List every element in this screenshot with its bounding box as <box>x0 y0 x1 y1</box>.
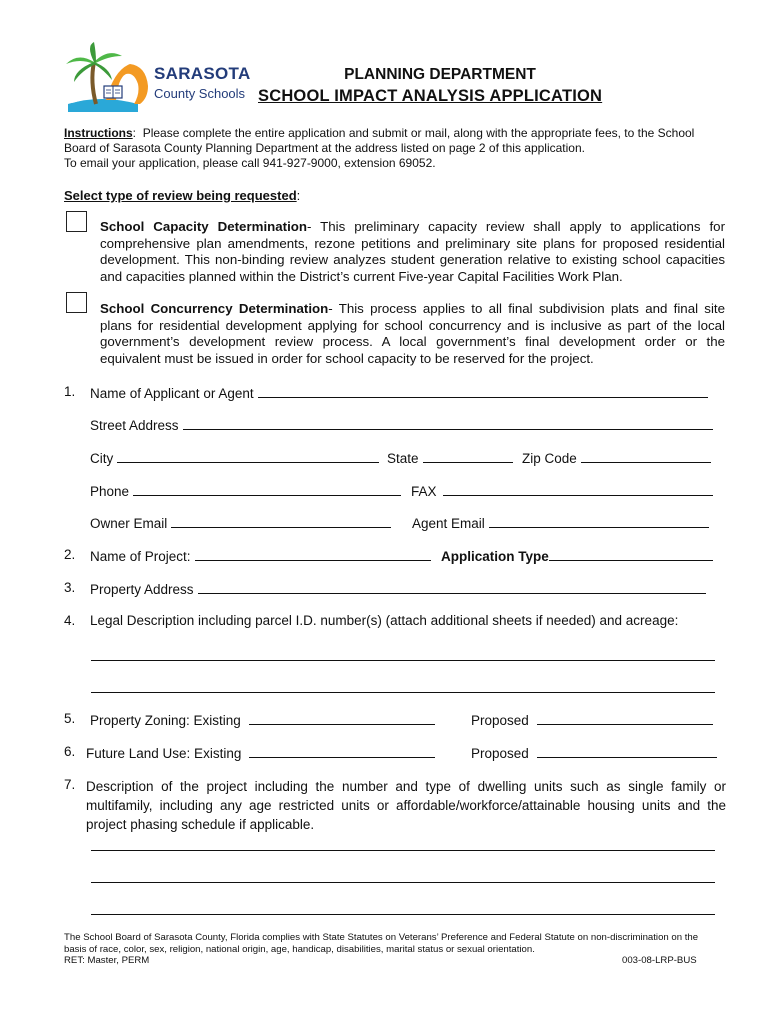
zoning-row <box>90 711 435 728</box>
zoning-proposed-label: Proposed <box>471 713 529 728</box>
application-type-row <box>441 547 713 564</box>
fax-row <box>411 482 713 499</box>
phone-field[interactable] <box>133 482 401 496</box>
project-label: Name of Project: <box>90 549 191 564</box>
city-row <box>90 449 379 466</box>
item-number-2: 2. <box>64 547 76 562</box>
zoning-existing-label: Property Zoning: Existing <box>90 713 241 728</box>
footer-statement-1: The School Board of Sarasota County, Florida complies with State Statutes on Veterans’ Preference and Federal Statute on non-discrimination on the <box>64 932 699 943</box>
applicant-label: Name of Applicant or Agent <box>90 386 254 401</box>
concurrency-determination-option <box>100 301 725 367</box>
phone-label: Phone <box>90 484 130 499</box>
property-address-label: Property Address <box>90 582 194 597</box>
applicant-row <box>90 384 708 401</box>
agent-email-label: Agent Email <box>412 516 485 531</box>
instructions-text-1: Please complete the entire application and submit or mail, along with the appropriate fees, to the School <box>142 126 695 140</box>
application-type-label: Application Type <box>441 549 549 564</box>
zip-field[interactable] <box>581 449 711 463</box>
item-number-1: 1. <box>64 384 76 399</box>
legal-description-line-1[interactable] <box>91 660 715 661</box>
concurrency-determination-checkbox[interactable] <box>66 292 87 313</box>
fax-label: FAX <box>411 484 437 499</box>
agent-email-field[interactable] <box>489 514 709 528</box>
review-heading-colon: : <box>296 188 301 203</box>
project-description-line-2[interactable] <box>91 882 715 883</box>
phone-row <box>90 482 401 499</box>
concurrency-determination-text: - This process applies to all final subdivision plats and final site plans for residential development applying for school concurrency and is inclusive as part of the local government’s development review process. A local government’s final development order or the equivalent must be issued in order for school capacity to be reserved for the project. <box>100 301 725 366</box>
future-land-use-proposed-label: Proposed <box>471 746 529 761</box>
application-type-field[interactable] <box>549 547 713 561</box>
project-description-label: Description of the project including the number and type of dwelling units such as single family or multifamily, including any age restricted units or affordable/workforce/attainable housing units and the project phasing schedule if applicable. <box>86 779 726 832</box>
future-land-use-existing-field[interactable] <box>249 744 435 758</box>
instructions-line-2: Board of Sarasota County Planning Department at the address listed on page 2 of this application. <box>64 141 585 155</box>
project-description-line-1[interactable] <box>91 850 715 851</box>
owner-email-field[interactable] <box>171 514 391 528</box>
owner-email-row <box>90 514 391 531</box>
zoning-proposed-row <box>471 711 713 728</box>
project-description-line-3[interactable] <box>91 914 715 915</box>
instructions-label: Instructions <box>64 126 133 140</box>
footer-statement-2: basis of race, color, sex, religion, national origin, age, handicap, disabilities, marital status or sexual orientation. <box>64 943 535 955</box>
future-land-use-proposed-row <box>471 744 717 761</box>
future-land-use-existing-label: Future Land Use: Existing <box>86 746 242 761</box>
state-label: State <box>387 451 419 466</box>
property-address-field[interactable] <box>198 580 706 594</box>
state-row <box>387 449 513 466</box>
city-label: City <box>90 451 114 466</box>
owner-email-label: Owner Email <box>90 516 168 531</box>
review-heading-text: Select type of review being requested <box>64 188 297 203</box>
zip-label: Zip Code <box>522 451 577 466</box>
item-number-7: 7. <box>64 777 76 792</box>
capacity-determination-text: - This preliminary capacity review shall apply to applications for comprehensive plan amendments, rezone petitions and preliminary site plans for proposed residential development. This non-binding review analyzes student generation relative to existing school capacities and capacities planned within the District’s current Five-year Capital Facilities Work Plan. <box>100 219 725 284</box>
project-field[interactable] <box>195 547 431 561</box>
capacity-determination-title: School Capacity Determination <box>100 219 308 234</box>
footer-form-code: 003-08-LRP-BUS <box>622 955 697 966</box>
legal-description-label: Legal Description including parcel I.D. number(s) (attach additional sheets if needed) and acreage: <box>90 613 679 628</box>
project-row <box>90 547 431 564</box>
instructions-line-3: To email your application, please call 941-927-9000, extension 69052. <box>64 156 436 170</box>
zoning-proposed-field[interactable] <box>537 711 713 725</box>
item-number-4: 4. <box>64 613 76 628</box>
instructions-line-1 <box>64 126 724 141</box>
future-land-use-proposed-field[interactable] <box>537 744 717 758</box>
footer-retention: RET: Master, PERM <box>64 955 150 966</box>
capacity-determination-option <box>100 219 725 285</box>
department-title: PLANNING DEPARTMENT <box>344 66 536 83</box>
future-land-use-row <box>86 744 435 761</box>
property-address-row <box>90 580 706 597</box>
state-field[interactable] <box>423 449 513 463</box>
capacity-determination-checkbox[interactable] <box>66 211 87 232</box>
zip-row <box>522 449 711 466</box>
form-title: SCHOOL IMPACT ANALYSIS APPLICATION <box>258 87 603 105</box>
zoning-existing-field[interactable] <box>249 711 435 725</box>
footer <box>64 932 734 955</box>
applicant-field[interactable] <box>258 384 708 398</box>
item-number-6: 6. <box>64 744 76 759</box>
concurrency-determination-title: School Concurrency Determination <box>100 301 329 316</box>
city-field[interactable] <box>117 449 379 463</box>
review-heading <box>64 188 300 203</box>
instructions-colon: : <box>132 126 137 140</box>
logo-text-county-schools: County Schools <box>154 86 246 101</box>
legal-description-line-2[interactable] <box>91 692 715 693</box>
logo-text-sarasota: SARASOTA <box>154 64 251 83</box>
agent-email-row <box>412 514 709 531</box>
street-field[interactable] <box>183 416 713 430</box>
instructions <box>64 126 724 171</box>
street-label: Street Address <box>90 418 179 433</box>
street-row <box>90 416 713 433</box>
item-number-5: 5. <box>64 711 76 726</box>
fax-field[interactable] <box>443 482 713 496</box>
item-number-3: 3. <box>64 580 76 595</box>
